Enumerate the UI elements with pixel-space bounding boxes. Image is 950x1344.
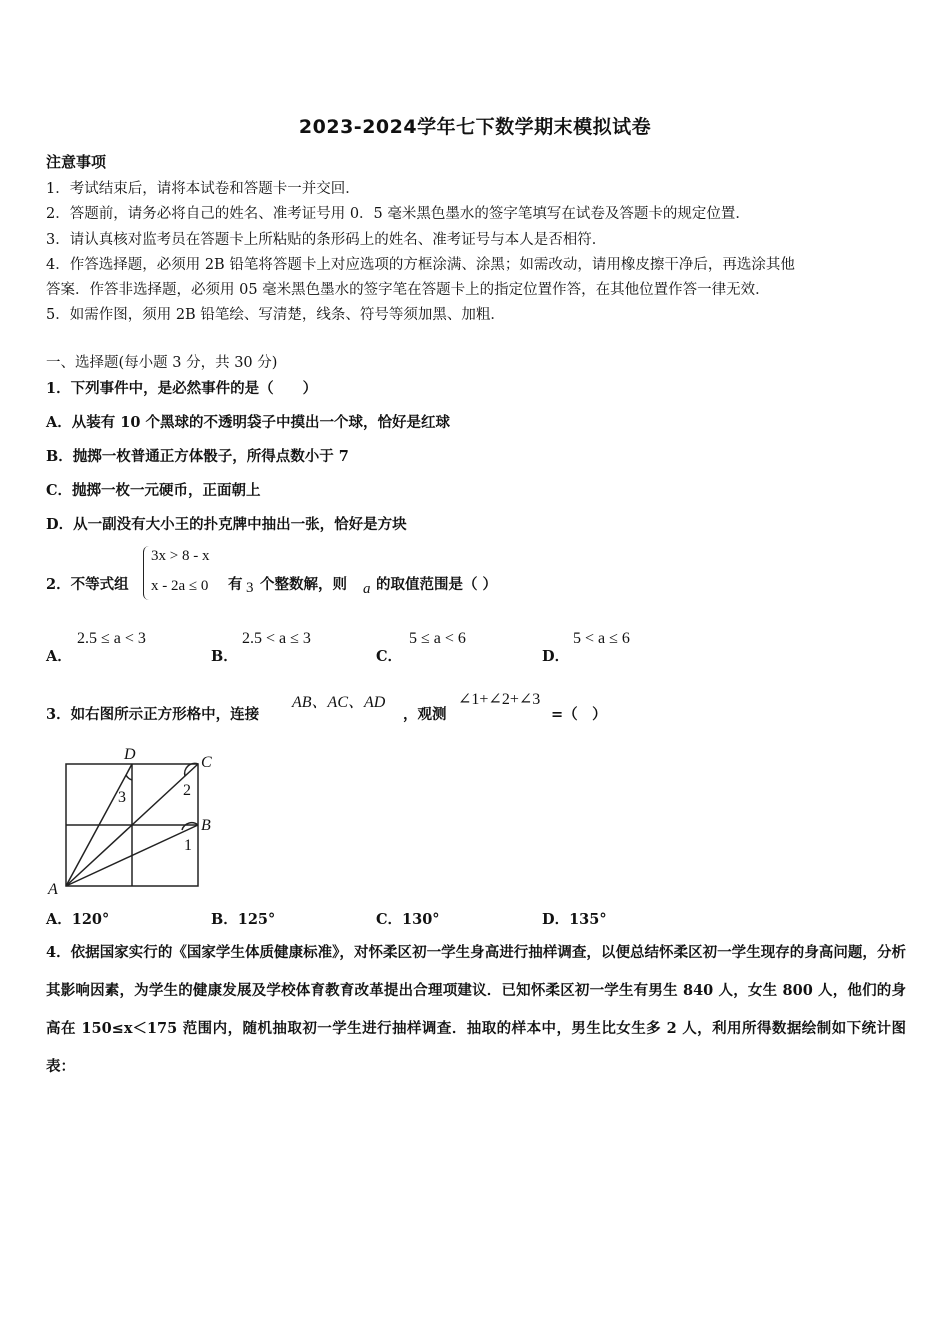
angle-1-label: 1 <box>184 837 192 854</box>
notice-line: 3．请认真核对监考员在答题卡上所粘贴的条形码上的姓名、准考证号与本人是否相符． <box>46 232 607 248</box>
variable-a: a <box>363 581 371 597</box>
question-1-option-b: B．抛掷一枚普通正方体骰子，所得点数小于 7 <box>46 448 349 465</box>
question-1-option-c: C．抛掷一枚一元硬币，正面朝上 <box>46 482 261 499</box>
point-a-label: A <box>48 881 58 898</box>
notice-line: 答案．作答非选择题，必须用 05 毫米黑色墨水的签字笔在答题卡上的指定位置作答，在其他位置作答一律无效． <box>46 282 770 298</box>
question-2-option-b-label: B． <box>211 648 238 665</box>
point-c-label: C <box>201 754 212 771</box>
notice-heading: 注意事项 <box>46 153 107 171</box>
notice-line: 5．如需作图，须用 2B 铅笔绘、写清楚，线条、符号等须加黑、加粗． <box>46 307 505 323</box>
question-2-option-d-expr: 5 < a ≤ 6 <box>573 630 630 647</box>
angle-2-label: 2 <box>183 782 191 799</box>
integer-count: 3 <box>246 580 254 596</box>
page-title: 2023-2024学年七下数学期末模拟试卷 <box>298 116 652 138</box>
angle-3-label: 3 <box>118 789 126 806</box>
question-3-option-b: B．125° <box>211 911 276 928</box>
question-4-text: 4．依据国家实行的《国家学生体质健康标准》，对怀柔区初一学生身高进行抽样调查，以便总结怀柔区初一学生现存的身高问题，分析其影响因素，为学生的健康发展及学校体育教育改革提出合理项建议．已知怀柔区初一学生有男生 840 人，女生 800 人，他们的身高在 150≤x＜175 范围内，随机抽取初一学生进行抽样调查．抽取的样本中，男生比女生多 2 人，利用所得数据绘制如下统计图表： <box>46 944 906 1075</box>
question-2-suffix: 的取值范围是（ ） <box>376 576 498 593</box>
angle-sum: ∠1+∠2+∠3 <box>458 691 541 708</box>
question-1-stem: 1．下列事件中，是必然事件的是（ ） <box>46 380 318 397</box>
point-d-label: D <box>124 746 136 763</box>
question-2-option-a-label: A． <box>46 648 72 665</box>
question-2-text: 个整数解，则 <box>260 576 347 593</box>
point-b-label: B <box>201 817 211 834</box>
inequality-2: x - 2a ≤ 0 <box>151 578 209 594</box>
question-3-option-d: D．135° <box>542 911 607 928</box>
question-1-option-d: D．从一副没有大小王的扑克牌中抽出一张，恰好是方块 <box>46 516 407 533</box>
question-3-text: ，观测 <box>403 706 447 723</box>
question-3-suffix: =（ ） <box>551 706 607 723</box>
square-grid-figure <box>44 742 224 898</box>
question-2-prefix: 2．不等式组 <box>46 576 129 593</box>
section-heading: 一、选择题(每小题 3 分，共 30 分) <box>46 355 278 371</box>
question-3-option-a: A．120° <box>46 911 110 928</box>
question-2-option-b-expr: 2.5 < a ≤ 3 <box>242 630 311 647</box>
notice-line: 4．作答选择题，必须用 2B 铅笔将答题卡上对应选项的方框涂满、涂黑；如需改动，请用橡皮擦干净后，再选涂其他 <box>46 257 795 273</box>
notice-line: 1．考试结束后，请将本试卷和答题卡一并交回． <box>46 181 360 197</box>
question-3-prefix: 3．如右图所示正方形格中，连接 <box>46 706 260 723</box>
question-2-text: 有 <box>228 576 243 593</box>
segments: AB、AC、AD <box>292 694 386 711</box>
question-3-option-c: C．130° <box>376 911 440 928</box>
notice-line: 2．答题前，请务必将自己的姓名、准考证号用 0．5 毫米黑色墨水的签字笔填写在试卷及答题卡的规定位置． <box>46 206 750 222</box>
question-2-option-c-label: C． <box>376 648 403 665</box>
inequality-1: 3x > 8 - x <box>151 548 210 564</box>
question-2-option-d-label: D． <box>542 648 570 665</box>
question-1-option-a: A．从装有 10 个黑球的不透明袋子中摸出一个球，恰好是红球 <box>46 414 451 431</box>
angle-3-arc <box>126 775 132 780</box>
question-2-option-a-expr: 2.5 ≤ a < 3 <box>77 630 146 647</box>
question-2-option-c-expr: 5 ≤ a < 6 <box>409 630 466 647</box>
